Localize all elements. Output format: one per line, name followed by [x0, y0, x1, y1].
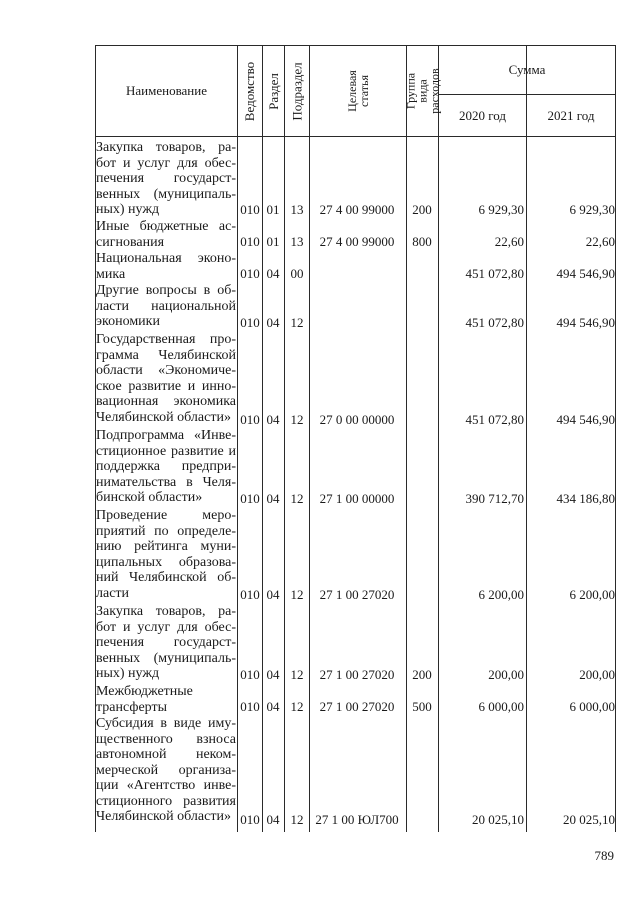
row-podrazdel: 00	[290, 266, 304, 281]
row-sum-2020: 6 000,00	[478, 699, 524, 714]
header-bottom-border	[95, 136, 615, 137]
row-podrazdel: 13	[290, 234, 304, 249]
row-podrazdel: 12	[290, 699, 304, 714]
row-sum-2021: 494 546,90	[556, 266, 615, 281]
header-vedomstvo	[238, 46, 262, 136]
row-vedomstvo: 010	[240, 234, 260, 249]
row-name: Проведение меро-приятий по определе-нию рейтинга муни-ципальных образова-ний Челябинской об-ласти	[96, 508, 236, 601]
row-razdel: 04	[266, 587, 280, 602]
row-sum-2021: 6 200,00	[569, 587, 615, 602]
row-celevaya: 27 4 00 99000	[319, 234, 395, 249]
page-number: 789	[594, 848, 614, 863]
header-celevaya	[310, 46, 406, 136]
row-podrazdel: 12	[290, 412, 304, 427]
row-celevaya: 27 0 00 00000	[319, 412, 395, 427]
header-gruppa	[403, 46, 442, 136]
row-celevaya: 27 1 00 00000	[319, 491, 395, 506]
row-podrazdel: 13	[290, 202, 304, 217]
header-vedomstvo-text: Ведомство	[242, 61, 258, 121]
row-name: Национальная эконо-мика	[96, 251, 236, 282]
row-podrazdel: 12	[290, 812, 304, 827]
row-name: Иные бюджетные ас-сигнования	[96, 219, 236, 250]
row-razdel: 04	[266, 315, 280, 330]
row-sum-2020: 22,60	[494, 234, 524, 249]
header-summa: Сумма	[508, 62, 546, 77]
row-razdel: 04	[266, 812, 280, 827]
row-vedomstvo: 010	[240, 491, 260, 506]
row-podrazdel: 12	[290, 587, 304, 602]
row-sum-2021: 6 929,30	[569, 202, 615, 217]
row-name: Подпрограмма «Инве-стиционное развитие и поддержка предпри-нимательства в Челя-бинской области»	[96, 428, 236, 505]
row-celevaya: 27 1 00 27020	[319, 699, 395, 714]
row-vedomstvo: 010	[240, 202, 260, 217]
header-celevaya-text: Целевая статья	[345, 70, 371, 112]
row-name: Субсидия в виде иму-щественного взноса автономной неком-мерческой организа-ции «Агентство инве-стиционного развития Челябинской области»	[96, 716, 236, 824]
row-sum-2020: 6 929,30	[478, 202, 524, 217]
row-sum-2021: 494 546,90	[556, 412, 615, 427]
row-vedomstvo: 010	[240, 699, 260, 714]
row-vedomstvo: 010	[240, 266, 260, 281]
row-name: Государственная про-грамма Челябинской области «Экономиче-ское развитие и инно-вационная экономика Челябинской области»	[96, 332, 236, 425]
row-sum-2021: 20 025,10	[563, 812, 615, 827]
header-year-2020: 2020 год	[459, 107, 506, 123]
row-vedomstvo: 010	[240, 412, 260, 427]
row-razdel: 01	[266, 202, 280, 217]
row-name: Закупка товаров, ра-бот и услуг для обес-печения государст-венных (муниципаль-ных) нужд	[96, 140, 236, 217]
row-podrazdel: 12	[290, 315, 304, 330]
row-podrazdel: 12	[290, 667, 304, 682]
row-gruppa: 800	[412, 234, 432, 249]
row-sum-2020: 390 712,70	[465, 491, 524, 506]
row-sum-2020: 451 072,80	[465, 315, 524, 330]
row-sum-2021: 6 000,00	[569, 699, 615, 714]
row-sum-2020: 200,00	[488, 667, 524, 682]
row-celevaya: 27 1 00 27020	[319, 587, 395, 602]
row-sum-2020: 451 072,80	[465, 412, 524, 427]
row-sum-2020: 20 025,10	[472, 812, 524, 827]
row-gruppa: 500	[412, 699, 432, 714]
row-sum-2021: 434 186,80	[556, 491, 615, 506]
header-razdel	[263, 46, 284, 136]
row-vedomstvo: 010	[240, 812, 260, 827]
row-sum-2020: 6 200,00	[478, 587, 524, 602]
row-podrazdel: 12	[290, 491, 304, 506]
header-year-2021: 2021 год	[547, 107, 595, 123]
row-sum-2020: 451 072,80	[465, 266, 524, 281]
row-razdel: 04	[266, 667, 280, 682]
row-sum-2021: 22,60	[585, 234, 615, 249]
row-name: Закупка товаров, ра-бот и услуг для обес-печения государст-венных (муниципаль-ных) нужд	[96, 604, 236, 681]
row-razdel: 04	[266, 699, 280, 714]
row-razdel: 01	[266, 234, 280, 249]
row-vedomstvo: 010	[240, 667, 260, 682]
row-razdel: 04	[266, 412, 280, 427]
row-razdel: 04	[266, 266, 280, 281]
row-vedomstvo: 010	[240, 587, 260, 602]
header-gruppa-text: Группа вида расходов	[403, 68, 442, 114]
row-vedomstvo: 010	[240, 315, 260, 330]
row-celevaya: 27 4 00 99000	[319, 202, 395, 217]
header-name: Наименование	[126, 83, 207, 98]
header-razdel-text: Раздел	[266, 72, 281, 110]
row-name: Межбюджетные трансферты	[96, 684, 193, 715]
header-podrazdel-text: Подраздел	[289, 61, 305, 121]
row-sum-2021: 494 546,90	[556, 315, 615, 330]
row-razdel: 04	[266, 491, 280, 506]
row-gruppa: 200	[412, 667, 432, 682]
row-gruppa: 200	[412, 202, 432, 217]
header-podrazdel	[285, 46, 309, 136]
row-sum-2021: 200,00	[579, 667, 615, 682]
row-celevaya: 27 1 00 27020	[319, 667, 395, 682]
row-name: Другие вопросы в об-ласти национальной экономики	[96, 283, 236, 329]
column-divider	[615, 45, 616, 832]
row-celevaya: 27 1 00 ЮЛ700	[315, 812, 399, 827]
